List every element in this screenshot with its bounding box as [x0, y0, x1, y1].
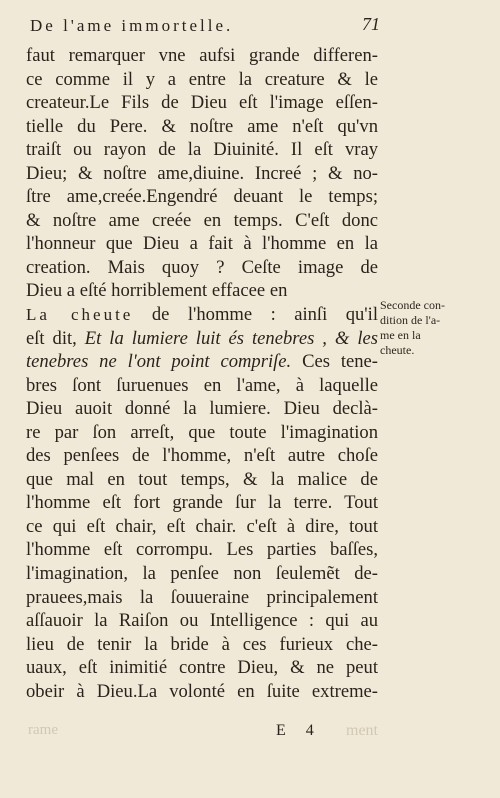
- text-line: [26, 303, 378, 327]
- italic-quote: tenebres ne l'ont point compriſe.: [26, 351, 292, 373]
- text-line: Dieu auoit donné la lumiere. Dieu declà-: [26, 398, 378, 420]
- text-line: l'homme eſt corrompu. Les parties baſſes,: [26, 539, 378, 561]
- signature-mark: E 4: [276, 722, 322, 739]
- margin-note-line: me en la: [380, 328, 421, 342]
- text-line: traiſt ou rayon de la Diuinité. Il eſt vray: [26, 139, 378, 161]
- text-line: Dieu; & noſtre ame,diuine. Increé ; & no-: [26, 162, 378, 184]
- margin-note-line: Seconde con-: [380, 298, 445, 312]
- text-run: de l'homme : ainſi qu'il: [133, 304, 378, 326]
- italic-quote: Et la lumiere luit és tenebres , & les: [84, 327, 378, 349]
- text-line: que mal en tout temps, & la malice de: [26, 468, 378, 490]
- text-line: creation. Mais quoy ? Ceſte image de: [26, 256, 378, 278]
- text-line: uaux, eſt inimitié contre Dieu, & ne peut: [26, 657, 378, 679]
- text-line: & noſtre ame creée en temps. C'eſt donc: [26, 209, 378, 231]
- page-footer: [26, 722, 378, 746]
- text-line: ſtre ame,creée.Engendré deuant le temps;: [26, 186, 378, 208]
- text-line: prauees,mais la ſouueraine principalement: [26, 586, 378, 608]
- text-line: des penſees de l'homme, n'eſt autre choſe: [26, 445, 378, 467]
- page-number: 71: [362, 14, 380, 34]
- catchword-show-through: ment: [346, 722, 378, 739]
- text-line: createur.Le Fils de Dieu eſt l'image eſſen-: [26, 92, 378, 114]
- header-title: De l'ame immortelle.: [30, 16, 234, 35]
- text-line: lieu de tenir la bride à ces furieux che-: [26, 633, 378, 655]
- margin-note-line: dition de l'a-: [380, 313, 441, 327]
- text-line: re par ſon arreſt, que toute l'imagination: [26, 421, 378, 443]
- small-caps-phrase: La cheute: [26, 305, 134, 325]
- show-through-text: rame: [28, 722, 58, 738]
- text-line: obeir à Dieu.La volonté en ſuite extreme-: [26, 680, 378, 702]
- text-run: Ces tene-: [291, 351, 378, 373]
- text-line: [26, 350, 378, 374]
- text-line: bres ſont ſuruenues en l'ame, à laquelle: [26, 374, 378, 396]
- text-line: [26, 327, 378, 351]
- text-line: l'imagination, la penſee non ſeulemẽt de-: [26, 563, 378, 585]
- text-line: tielle du Pere. & noſtre ame n'eſt qu'vn: [26, 115, 378, 137]
- text-line: ce qui eſt chair, eſt chair. c'eſt à dire, tout: [26, 515, 378, 537]
- margin-note-line: cheute.: [380, 343, 415, 357]
- text-line: ce comme il y a entre la creature & le: [26, 68, 378, 90]
- text-line: Dieu a eſté horriblement effacee en: [26, 280, 288, 302]
- margin-note: [380, 298, 458, 358]
- text-line: l'homme eſt fort grande ſur la terre. Tout: [26, 492, 378, 514]
- body-text: [26, 44, 378, 703]
- text-line: l'honneur que Dieu a fait à l'homme en la: [26, 233, 378, 255]
- running-header: [30, 14, 380, 40]
- text-line: aſſauoir la Raiſon ou Intelligence : qui au: [26, 610, 378, 632]
- text-line: faut remarquer vne aufsi grande differen-: [26, 45, 378, 66]
- text-run: eſt dit,: [26, 327, 85, 349]
